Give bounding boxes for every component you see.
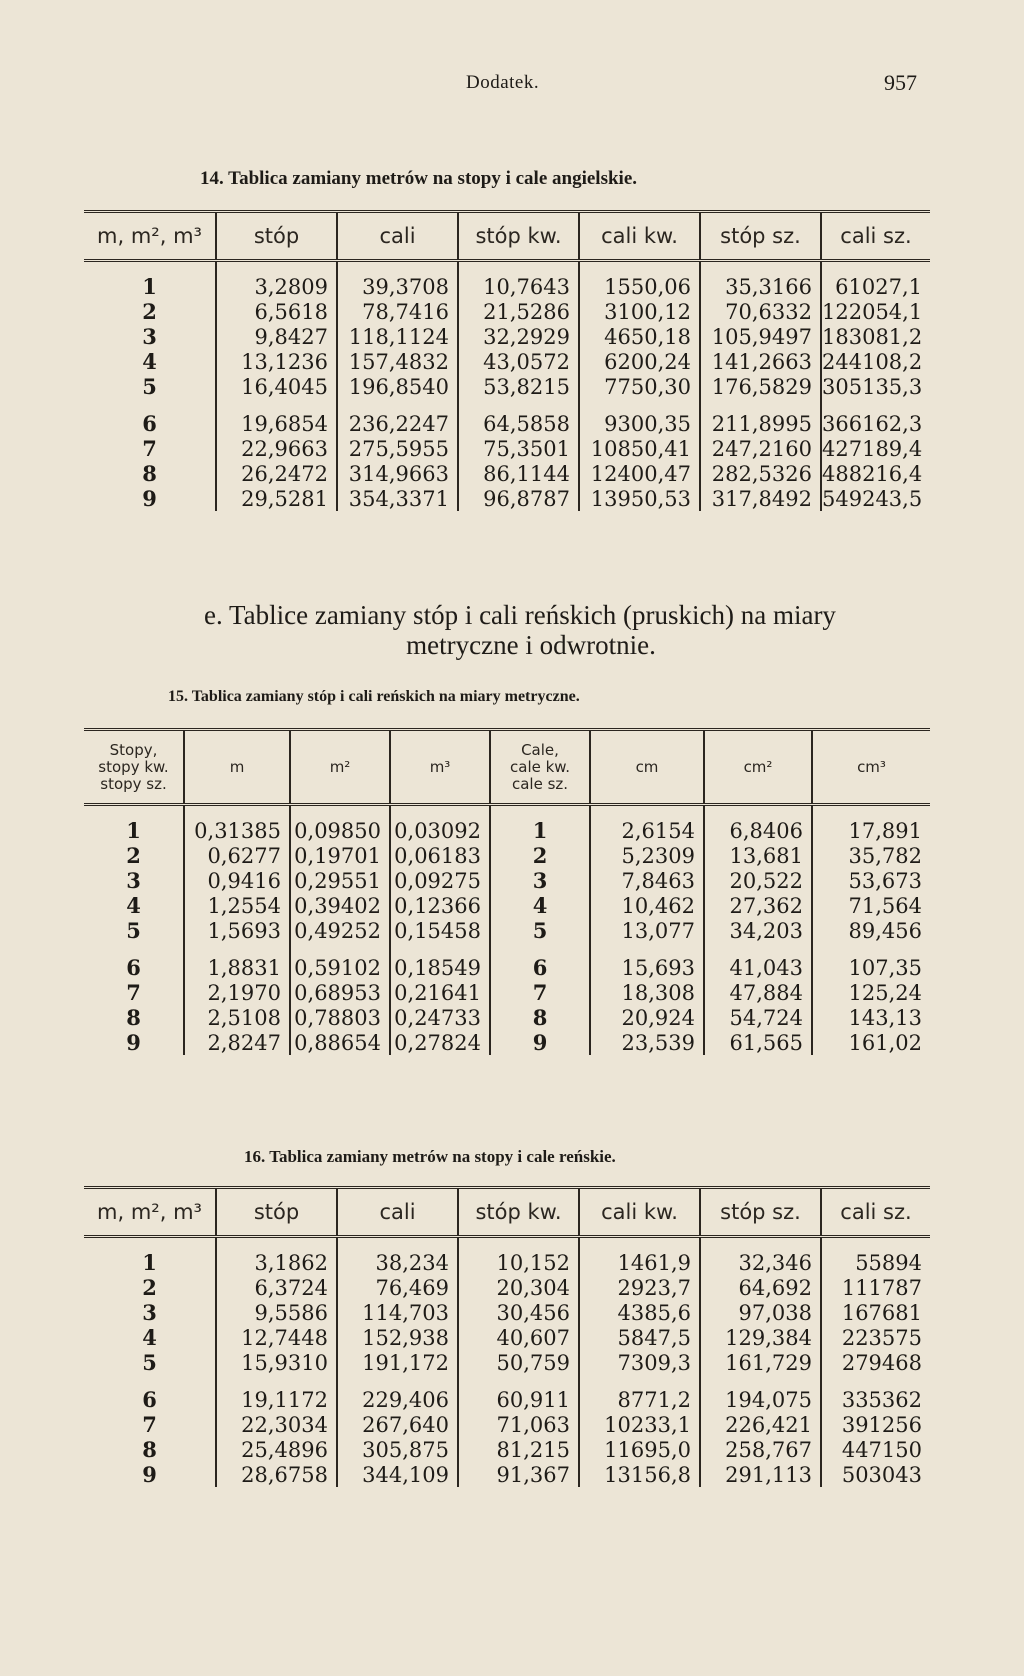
table-row xyxy=(84,261,930,300)
value-cell: 20,924 xyxy=(590,1005,704,1030)
value-cell: 16,4045 xyxy=(216,374,337,399)
row-index-cell: 1 xyxy=(84,1237,216,1276)
value-cell: 19,1172 xyxy=(216,1387,337,1412)
value-cell: 32,2929 xyxy=(458,324,579,349)
table14-header: cali kw. xyxy=(579,213,700,261)
value-cell: 19,6854 xyxy=(216,411,337,436)
value-cell: 5,2309 xyxy=(590,843,704,868)
value-cell: 282,5326 xyxy=(700,461,821,486)
value-cell: 23,539 xyxy=(590,1030,704,1055)
value-cell: 0,21641 xyxy=(390,980,490,1005)
value-cell: 0,29551 xyxy=(290,868,390,893)
value-cell: 279468 xyxy=(841,1350,922,1375)
gap-cell xyxy=(704,943,812,955)
gap-cell xyxy=(700,399,821,411)
value-cell: 194,075 xyxy=(700,1387,821,1412)
value-cell: 275,5955 xyxy=(337,436,458,461)
value-cell: 129,384 xyxy=(700,1325,821,1350)
value-cell: 70,6332 xyxy=(700,299,821,324)
value-cell: 0,88654 xyxy=(290,1030,390,1055)
value-cell: 1,2554 xyxy=(184,893,290,918)
value-cell: 10850,41 xyxy=(579,436,700,461)
value-cell: 0,68953 xyxy=(290,980,390,1005)
table-row xyxy=(84,1462,930,1487)
value-cell: 0,39402 xyxy=(290,893,390,918)
table15-header: m² xyxy=(290,731,390,805)
value-cell: 7750,30 xyxy=(579,374,700,399)
value-cell: 229,406 xyxy=(337,1387,458,1412)
value-cell: 29,5281 xyxy=(216,486,337,511)
header-line: Cale, xyxy=(521,740,559,759)
header-line: cale kw. xyxy=(510,757,570,776)
row-index-cell: 2 xyxy=(84,843,184,868)
value-cell: 0,09850 xyxy=(290,805,390,844)
table-row xyxy=(84,918,930,943)
table-row xyxy=(84,1005,930,1030)
gap-cell xyxy=(458,399,579,411)
table14-header: stóp xyxy=(216,213,337,261)
value-cell: 3,1862 xyxy=(216,1237,337,1276)
table15-header: m xyxy=(184,731,290,805)
value-cell: 196,8540 xyxy=(337,374,458,399)
table16-caption: 16. Tablica zamiany metrów na stopy i cale reńskie. xyxy=(244,1147,616,1166)
value-cell: 76,469 xyxy=(337,1275,458,1300)
value-cell: 9,5586 xyxy=(216,1300,337,1325)
value-cell: 549243,5 xyxy=(822,486,923,511)
value-cell: 81,215 xyxy=(458,1437,579,1462)
value-cell: 0,15458 xyxy=(390,918,490,943)
row-index-cell: 2 xyxy=(84,299,216,324)
gap-cell xyxy=(184,943,290,955)
table16-header: cali sz. xyxy=(821,1189,930,1237)
value-cell: 27,362 xyxy=(704,893,812,918)
row-index-cell: 7 xyxy=(84,1412,216,1437)
gap-cell xyxy=(337,399,458,411)
value-cell: 118,1124 xyxy=(337,324,458,349)
value-cell: 447150 xyxy=(841,1437,922,1462)
row-index-cell: 7 xyxy=(84,436,216,461)
table-row xyxy=(84,1350,930,1375)
row-index-cell: 3 xyxy=(84,1300,216,1325)
row-index-cell: 4 xyxy=(84,349,216,374)
value-cell: 223575 xyxy=(841,1325,922,1350)
table16-header-row xyxy=(84,1189,930,1237)
value-cell: 28,6758 xyxy=(216,1462,337,1487)
gap-cell xyxy=(821,399,930,411)
value-cell: 305135,3 xyxy=(822,374,923,399)
value-cell: 503043 xyxy=(841,1462,922,1487)
value-cell: 13156,8 xyxy=(579,1462,700,1487)
value-cell: 64,692 xyxy=(700,1275,821,1300)
value-cell: 53,673 xyxy=(848,868,922,893)
gap-cell xyxy=(337,1375,458,1387)
value-cell: 0,06183 xyxy=(390,843,490,868)
row-index-cell: 9 xyxy=(490,1030,590,1055)
value-cell: 354,3371 xyxy=(337,486,458,511)
value-cell: 236,2247 xyxy=(337,411,458,436)
value-cell: 0,78803 xyxy=(290,1005,390,1030)
section-heading xyxy=(120,600,920,660)
table-row xyxy=(84,1275,930,1300)
table14 xyxy=(84,210,930,511)
table16-header: stóp kw. xyxy=(458,1189,579,1237)
row-index-cell: 5 xyxy=(84,1350,216,1375)
header-line: Stopy, xyxy=(109,740,158,759)
header-line: cale sz. xyxy=(511,774,569,793)
row-index-cell: 1 xyxy=(84,261,216,300)
value-cell: 366162,3 xyxy=(822,411,923,436)
value-cell: 6,8406 xyxy=(704,805,812,844)
table-row xyxy=(84,411,930,436)
value-cell: 10233,1 xyxy=(579,1412,700,1437)
value-cell: 226,421 xyxy=(700,1412,821,1437)
row-index-cell: 5 xyxy=(490,918,590,943)
table-row xyxy=(84,461,930,486)
value-cell: 89,456 xyxy=(848,918,922,943)
value-cell: 71,564 xyxy=(848,893,922,918)
value-cell: 26,2472 xyxy=(216,461,337,486)
value-cell: 15,9310 xyxy=(216,1350,337,1375)
value-cell: 21,5286 xyxy=(458,299,579,324)
value-cell: 10,462 xyxy=(590,893,704,918)
row-index-cell: 8 xyxy=(84,1005,184,1030)
value-cell: 125,24 xyxy=(848,980,922,1005)
value-cell: 161,729 xyxy=(700,1350,821,1375)
row-index-cell: 1 xyxy=(490,805,590,844)
value-cell: 1550,06 xyxy=(579,261,700,300)
gap-cell xyxy=(821,1375,930,1387)
section-heading-line1: e. Tablice zamiany stóp i cali reńskich (pruskich) na miary xyxy=(204,600,836,630)
table14-header: cali xyxy=(337,213,458,261)
value-cell: 97,038 xyxy=(700,1300,821,1325)
value-cell: 71,063 xyxy=(458,1412,579,1437)
running-header: Dodatek. xyxy=(466,72,540,93)
value-cell: 3100,12 xyxy=(579,299,700,324)
value-cell: 53,8215 xyxy=(458,374,579,399)
table14-header-row xyxy=(84,213,930,261)
value-cell: 176,5829 xyxy=(700,374,821,399)
value-cell: 1,8831 xyxy=(184,955,290,980)
gap-cell xyxy=(216,399,337,411)
row-index-cell: 9 xyxy=(84,1462,216,1487)
value-cell: 335362 xyxy=(841,1387,922,1412)
value-cell: 35,3166 xyxy=(700,261,821,300)
value-cell: 7,8463 xyxy=(590,868,704,893)
value-cell: 143,13 xyxy=(848,1005,922,1030)
row-index-cell: 4 xyxy=(84,893,184,918)
value-cell: 167681 xyxy=(841,1300,922,1325)
row-index-cell: 4 xyxy=(84,1325,216,1350)
value-cell: 1,5693 xyxy=(184,918,290,943)
gap-cell xyxy=(390,943,490,955)
row-index-cell: 7 xyxy=(84,980,184,1005)
value-cell: 6,5618 xyxy=(216,299,337,324)
table16-header: stóp xyxy=(216,1189,337,1237)
table15-header-row xyxy=(84,731,930,805)
gap-cell xyxy=(458,1375,579,1387)
table-row xyxy=(84,1325,930,1350)
value-cell: 10,152 xyxy=(458,1237,579,1276)
table14-header: stóp kw. xyxy=(458,213,579,261)
table15-header: m³ xyxy=(390,731,490,805)
table-row xyxy=(84,436,930,461)
gap-cell xyxy=(84,943,184,955)
value-cell: 86,1144 xyxy=(458,461,579,486)
table-row xyxy=(84,805,930,844)
value-cell: 4650,18 xyxy=(579,324,700,349)
value-cell: 258,767 xyxy=(700,1437,821,1462)
row-index-cell: 6 xyxy=(490,955,590,980)
table-row xyxy=(84,374,930,399)
value-cell: 267,640 xyxy=(337,1412,458,1437)
value-cell: 54,724 xyxy=(704,1005,812,1030)
value-cell: 39,3708 xyxy=(337,261,458,300)
table15-header: cm³ xyxy=(812,731,930,805)
gap-cell xyxy=(700,1375,821,1387)
value-cell: 61,565 xyxy=(704,1030,812,1055)
value-cell: 0,6277 xyxy=(184,843,290,868)
row-index-cell: 3 xyxy=(490,868,590,893)
value-cell: 6200,24 xyxy=(579,349,700,374)
table16-header: cali xyxy=(337,1189,458,1237)
section-heading-line2: metryczne i odwrotnie. xyxy=(406,630,656,660)
row-index-cell: 6 xyxy=(84,955,184,980)
value-cell: 12,7448 xyxy=(216,1325,337,1350)
header-line: stopy sz. xyxy=(100,774,167,793)
table-row xyxy=(84,486,930,511)
row-index-cell: 5 xyxy=(84,374,216,399)
value-cell: 22,3034 xyxy=(216,1412,337,1437)
row-index-cell: 1 xyxy=(84,805,184,844)
value-cell: 191,172 xyxy=(337,1350,458,1375)
table-row xyxy=(84,1412,930,1437)
value-cell: 13,077 xyxy=(590,918,704,943)
gap-cell xyxy=(812,943,930,955)
value-cell: 50,759 xyxy=(458,1350,579,1375)
value-cell: 43,0572 xyxy=(458,349,579,374)
value-cell: 0,18549 xyxy=(390,955,490,980)
table16 xyxy=(84,1186,930,1487)
row-gap xyxy=(84,399,930,411)
table14-caption: 14. Tablica zamiany metrów na stopy i cale angielskie. xyxy=(200,168,637,189)
row-index-cell: 8 xyxy=(490,1005,590,1030)
row-index-cell: 9 xyxy=(84,486,216,511)
value-cell: 47,884 xyxy=(704,980,812,1005)
value-cell: 0,27824 xyxy=(390,1030,490,1055)
gap-cell xyxy=(84,1375,216,1387)
value-cell: 2,1970 xyxy=(184,980,290,1005)
value-cell: 96,8787 xyxy=(458,486,579,511)
page-number: 957 xyxy=(884,70,917,95)
table15-caption: 15. Tablica zamiany stóp i cali reńskich na miary metryczne. xyxy=(168,688,580,705)
table16-header: stóp sz. xyxy=(700,1189,821,1237)
value-cell: 0,24733 xyxy=(390,1005,490,1030)
value-cell: 244108,2 xyxy=(822,349,923,374)
value-cell: 8771,2 xyxy=(579,1387,700,1412)
value-cell: 122054,1 xyxy=(822,299,923,324)
value-cell: 20,304 xyxy=(458,1275,579,1300)
row-index-cell: 3 xyxy=(84,324,216,349)
value-cell: 0,9416 xyxy=(184,868,290,893)
value-cell: 488216,4 xyxy=(822,461,923,486)
table15 xyxy=(84,728,930,1055)
table-row xyxy=(84,1300,930,1325)
value-cell: 344,109 xyxy=(337,1462,458,1487)
value-cell: 183081,2 xyxy=(822,324,923,349)
value-cell: 41,043 xyxy=(704,955,812,980)
table14-header: m, m², m³ xyxy=(84,213,216,261)
value-cell: 13,681 xyxy=(704,843,812,868)
gap-cell xyxy=(290,943,390,955)
value-cell: 5847,5 xyxy=(579,1325,700,1350)
value-cell: 105,9497 xyxy=(700,324,821,349)
table15-header: cm² xyxy=(704,731,812,805)
value-cell: 4385,6 xyxy=(579,1300,700,1325)
value-cell: 78,7416 xyxy=(337,299,458,324)
value-cell: 291,113 xyxy=(700,1462,821,1487)
table14-body xyxy=(84,261,930,512)
value-cell: 3,2809 xyxy=(216,261,337,300)
value-cell: 0,12366 xyxy=(390,893,490,918)
gap-cell xyxy=(579,399,700,411)
value-cell: 1461,9 xyxy=(579,1237,700,1276)
value-cell: 152,938 xyxy=(337,1325,458,1350)
value-cell: 314,9663 xyxy=(337,461,458,486)
value-cell: 34,203 xyxy=(704,918,812,943)
value-cell: 2,8247 xyxy=(184,1030,290,1055)
table-row xyxy=(84,324,930,349)
value-cell: 247,2160 xyxy=(700,436,821,461)
value-cell: 2,6154 xyxy=(590,805,704,844)
value-cell: 9,8427 xyxy=(216,324,337,349)
table-row xyxy=(84,1237,930,1276)
table15-body xyxy=(84,805,930,1056)
table16-body xyxy=(84,1237,930,1488)
value-cell: 427189,4 xyxy=(822,436,923,461)
table-row xyxy=(84,1437,930,1462)
value-cell: 111787 xyxy=(841,1275,922,1300)
table-row xyxy=(84,980,930,1005)
value-cell: 25,4896 xyxy=(216,1437,337,1462)
row-index-cell: 3 xyxy=(84,868,184,893)
value-cell: 7309,3 xyxy=(579,1350,700,1375)
value-cell: 17,891 xyxy=(848,818,922,843)
value-cell: 22,9663 xyxy=(216,436,337,461)
gap-cell xyxy=(590,943,704,955)
row-index-cell: 6 xyxy=(84,411,216,436)
value-cell: 0,59102 xyxy=(290,955,390,980)
value-cell: 55894 xyxy=(855,1250,922,1275)
table14-header: cali sz. xyxy=(821,213,930,261)
table16-header: m, m², m³ xyxy=(84,1189,216,1237)
table15-header: cm xyxy=(590,731,704,805)
value-cell: 12400,47 xyxy=(579,461,700,486)
value-cell: 0,09275 xyxy=(390,868,490,893)
value-cell: 91,367 xyxy=(458,1462,579,1487)
gap-cell xyxy=(579,1375,700,1387)
table-row xyxy=(84,868,930,893)
value-cell: 6,3724 xyxy=(216,1275,337,1300)
value-cell: 211,8995 xyxy=(700,411,821,436)
row-gap xyxy=(84,1375,930,1387)
row-index-cell: 9 xyxy=(84,1030,184,1055)
value-cell: 64,5858 xyxy=(458,411,579,436)
value-cell: 2,5108 xyxy=(184,1005,290,1030)
value-cell: 11695,0 xyxy=(579,1437,700,1462)
value-cell: 0,03092 xyxy=(390,805,490,844)
table16-header: cali kw. xyxy=(579,1189,700,1237)
table-row xyxy=(84,843,930,868)
value-cell: 15,693 xyxy=(590,955,704,980)
gap-cell xyxy=(490,943,590,955)
row-index-cell: 7 xyxy=(490,980,590,1005)
table-row xyxy=(84,349,930,374)
value-cell: 32,346 xyxy=(700,1237,821,1276)
row-index-cell: 8 xyxy=(84,1437,216,1462)
table15-header xyxy=(490,731,590,805)
value-cell: 114,703 xyxy=(337,1300,458,1325)
value-cell: 38,234 xyxy=(337,1237,458,1276)
row-index-cell: 8 xyxy=(84,461,216,486)
gap-cell xyxy=(84,399,216,411)
value-cell: 13950,53 xyxy=(579,486,700,511)
row-index-cell: 2 xyxy=(84,1275,216,1300)
table-row xyxy=(84,955,930,980)
table14-header: stóp sz. xyxy=(700,213,821,261)
value-cell: 30,456 xyxy=(458,1300,579,1325)
table-row xyxy=(84,1030,930,1055)
value-cell: 18,308 xyxy=(590,980,704,1005)
table-row xyxy=(84,893,930,918)
value-cell: 391256 xyxy=(841,1412,922,1437)
row-gap xyxy=(84,943,930,955)
value-cell: 35,782 xyxy=(848,843,922,868)
value-cell: 0,49252 xyxy=(290,918,390,943)
value-cell: 141,2663 xyxy=(700,349,821,374)
table15-header xyxy=(84,731,184,805)
value-cell: 157,4832 xyxy=(337,349,458,374)
table-row xyxy=(84,299,930,324)
value-cell: 60,911 xyxy=(458,1387,579,1412)
value-cell: 75,3501 xyxy=(458,436,579,461)
value-cell: 2923,7 xyxy=(579,1275,700,1300)
value-cell: 40,607 xyxy=(458,1325,579,1350)
value-cell: 107,35 xyxy=(848,955,922,980)
value-cell: 305,875 xyxy=(337,1437,458,1462)
value-cell: 0,31385 xyxy=(184,805,290,844)
value-cell: 13,1236 xyxy=(216,349,337,374)
value-cell: 9300,35 xyxy=(579,411,700,436)
value-cell: 20,522 xyxy=(704,868,812,893)
gap-cell xyxy=(216,1375,337,1387)
value-cell: 317,8492 xyxy=(700,486,821,511)
value-cell: 161,02 xyxy=(848,1030,922,1055)
row-index-cell: 5 xyxy=(84,918,184,943)
value-cell: 10,7643 xyxy=(458,261,579,300)
value-cell: 0,19701 xyxy=(290,843,390,868)
value-cell: 61027,1 xyxy=(835,274,922,299)
row-index-cell: 4 xyxy=(490,893,590,918)
header-line: stopy kw. xyxy=(98,757,169,776)
table-row xyxy=(84,1387,930,1412)
row-index-cell: 2 xyxy=(490,843,590,868)
row-index-cell: 6 xyxy=(84,1387,216,1412)
